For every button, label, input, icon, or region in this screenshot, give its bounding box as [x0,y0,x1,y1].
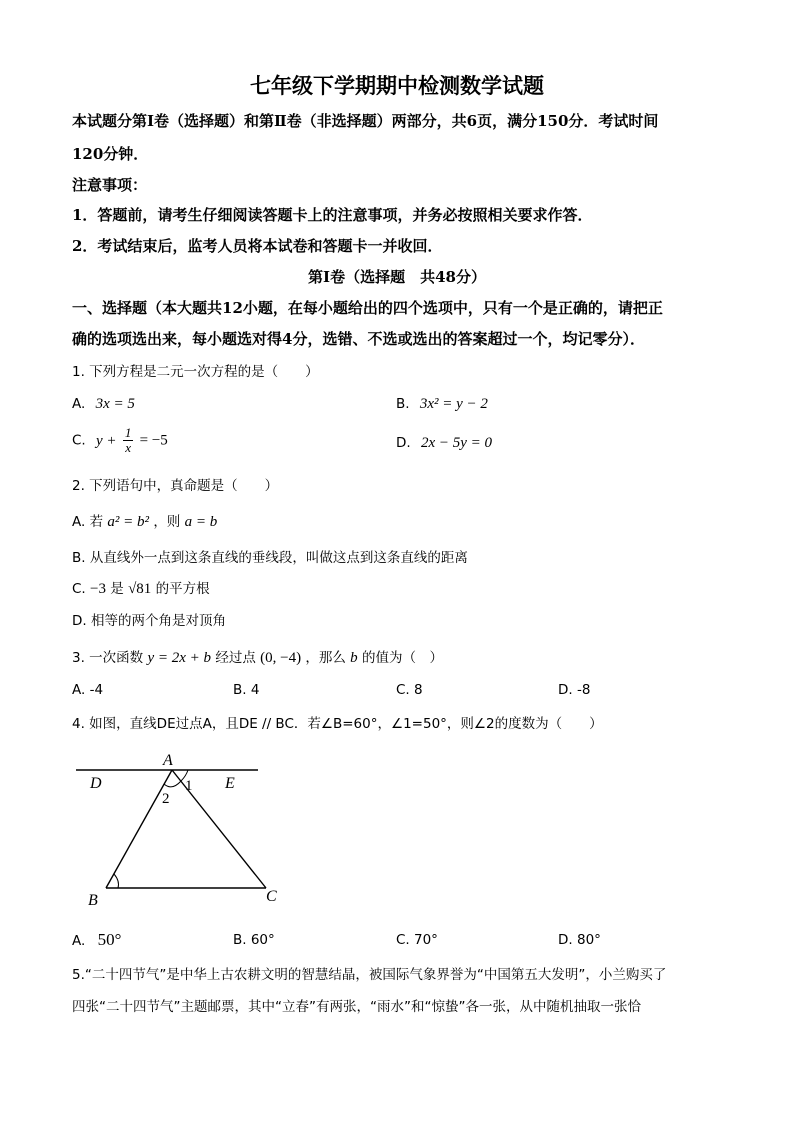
q2-c-root: √81 [128,581,152,597]
q1-a-expression: 3x = 5 [95,396,135,412]
q2-a-expression-2: a = b [184,514,218,530]
part1-instruction-line-1: 一、选择题（本大题共12小题，在每小题给出的四个选项中，只有一个是正确的，请把正 [72,299,663,317]
label-e: E [225,775,235,792]
option-label: A. [72,396,86,412]
notice-item-2: 2．考试结束后，监考人员将本试卷和答题卡一并收回． [72,237,443,255]
q1-option-c [72,426,168,455]
label-a: A [163,752,173,769]
label-angle-1: 1 [185,778,193,794]
section-title: 第Ⅰ卷（选择题 共48分） [308,268,486,286]
option-label: C. [72,581,86,597]
q1-c-pre: y + [96,432,117,449]
q3-function: y = 2x + b [147,650,212,666]
q3-stem-mid2: ，那么 [305,650,346,666]
q2-option-b: B. 从直线外一点到这条直线的垂线段，叫做这点到这条直线的距离 [72,550,468,566]
q1-d-expression: 2x − 5y = 0 [420,435,493,451]
q4-option-a [72,930,121,950]
page-title: 七年级下学期期中检测数学试题 [250,73,544,98]
q2-stem: 2. 下列语句中，真命题是（ ） [72,478,279,494]
side-ab [106,770,172,888]
q2-c-expression: −3 [90,581,106,597]
part1-instruction-line-2: 确的选项选出来，每小题选对得4分，选错、不选或选出的答案超过一个，均记零分）． [72,330,645,348]
q3-option-b: B. 4 [233,682,260,698]
q5-stem-line-2: 四张“二十四节气”主题邮票，其中“立春”有两张，“雨水”和“惊蛰”各一张，从中随机抽取一张恰 [72,999,641,1015]
q3-option-d: D. -8 [558,682,591,698]
q3-option-c: C. 8 [396,682,423,698]
q4-triangle-figure [60,745,290,915]
q4-a-value: 50° [97,930,122,949]
label-d: D [90,775,102,792]
option-label: A. [72,933,86,949]
q1-c-fraction [123,426,134,455]
q2-c-post: 的平方根 [155,581,210,597]
q1-option-b [396,396,488,413]
option-label: D. [396,435,411,451]
q3-variable: b [350,650,358,666]
option-label: A. 若 [72,514,104,530]
q4-option-c: C. 70° [396,932,438,948]
q5-stem-line-1: 5.“二十四节气”是中华上古农耕文明的智慧结晶，被国际气象界誉为“中国第五大发明”，小兰购买了 [72,967,667,983]
angle-b-arc [114,874,119,888]
label-angle-2: 2 [162,791,170,807]
label-c: C [266,888,277,905]
q2-a-mid: ，则 [153,514,181,530]
option-label: B. [396,396,410,412]
q1-option-a [72,396,135,413]
q4-option-b: B. 60° [233,932,275,948]
q2-a-expression: a² = b² [107,514,150,530]
notice-heading: 注意事项： [72,176,148,194]
intro-line-1: 本试题分第Ⅰ卷（选择题）和第Ⅱ卷（非选择题）两部分，共6页，满分150分．考试时间 [72,112,659,130]
fraction-denominator: x [125,440,131,455]
q1-option-d [396,435,492,452]
q1-b-expression: 3x² = y − 2 [419,396,488,412]
q3-option-a: A. -4 [72,682,104,698]
q3-stem [72,646,443,667]
label-b: B [88,892,98,909]
q3-stem-post: 的值为（ ） [361,650,443,666]
q4-option-d: D. 80° [558,932,601,948]
intro-line-2: 120分钟． [72,145,149,163]
q3-stem-pre: 3. 一次函数 [72,650,144,666]
angle-2-arc [164,781,181,787]
q4-stem: 4. 如图，直线DE过点A，且DE // BC．若∠B=60°，∠1=50°，则∠2的度数为（ ） [72,716,603,732]
q1-c-post: = −5 [139,432,168,449]
q2-c-mid: 是 [110,581,124,597]
q1-stem: 1. 下列方程是二元一次方程的是（ ） [72,364,319,380]
q3-stem-mid: 经过点 [215,650,256,666]
notice-item-1: 1．答题前，请考生仔细阅读答题卡上的注意事项，并务必按照相关要求作答． [72,206,593,224]
fraction-numerator: 1 [124,425,132,440]
q2-option-a [72,510,217,531]
q2-option-d: D. 相等的两个角是对顶角 [72,613,226,629]
q3-point: (0, −4) [260,650,302,666]
q2-option-c [72,577,210,598]
option-label: C. [72,432,86,449]
